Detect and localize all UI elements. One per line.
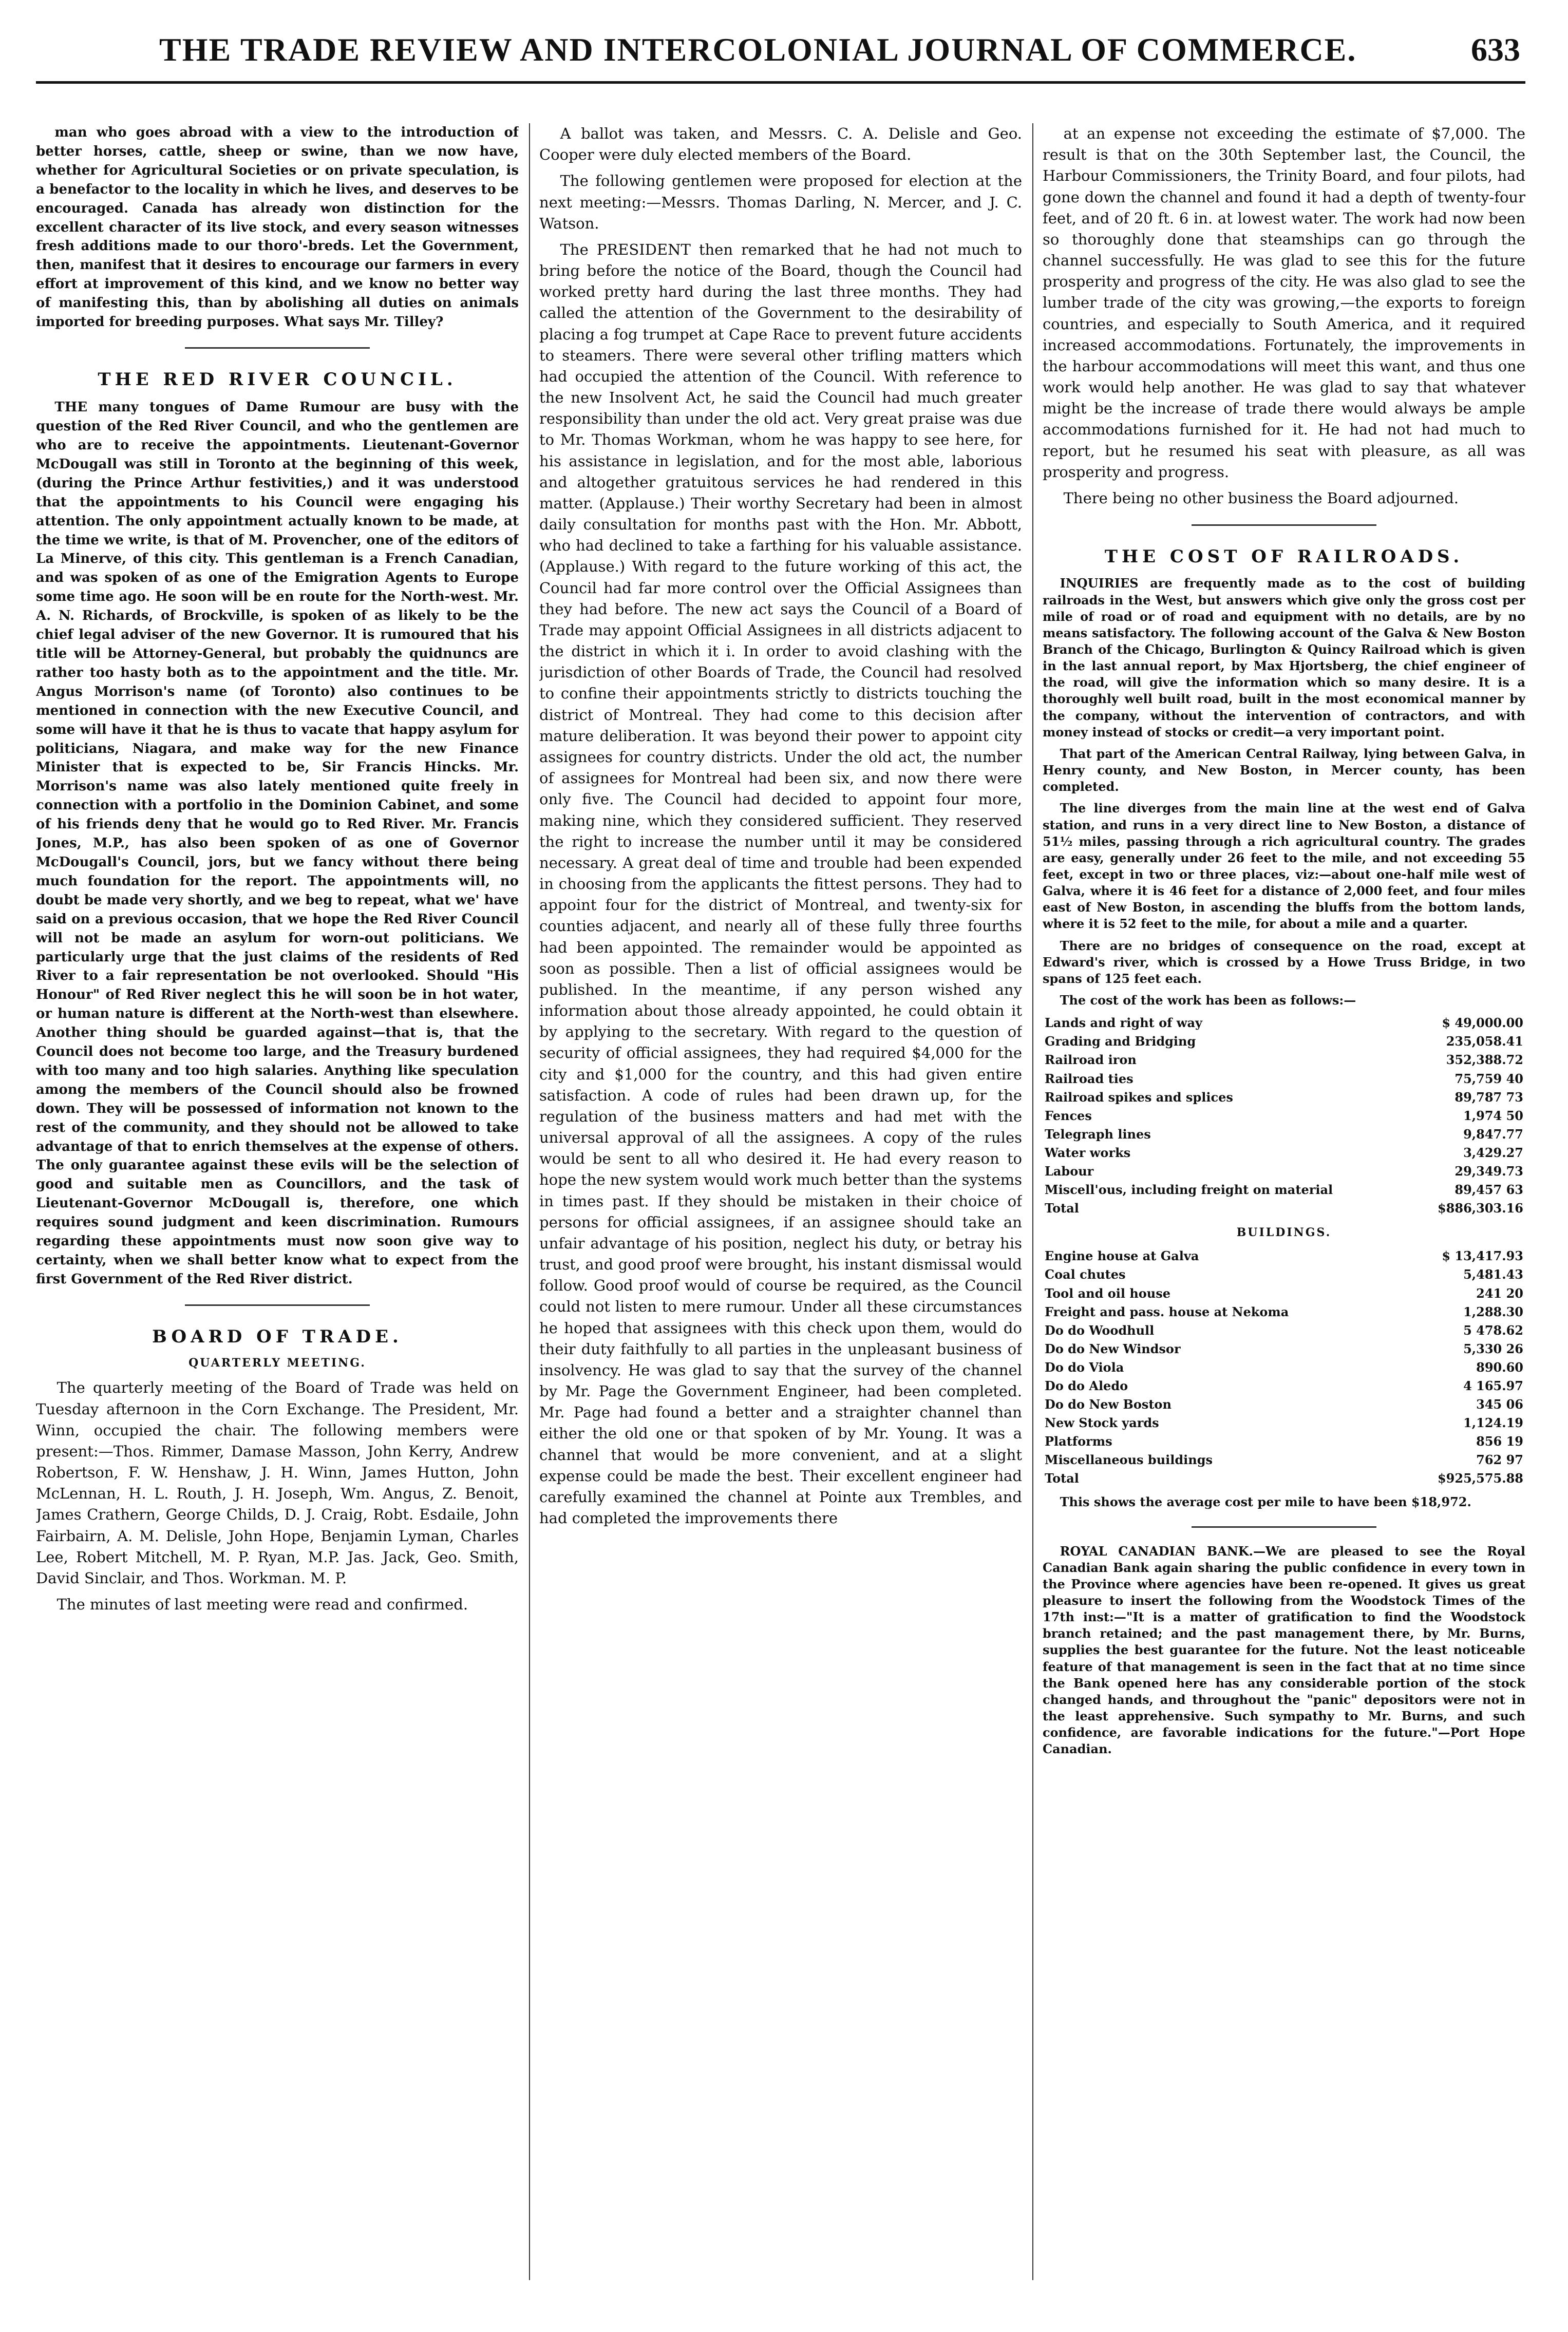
amount-cell: $925,575.88: [1437, 1471, 1523, 1486]
railroad-paragraph: The line diverges from the main line at the west end of Galva station, and runs in a very direct line to New Boston, a distance of 51½ miles, passing through a rich agricultural country. The grades are easy, generally under 26 feet to the mile, and not exceeding 55 feet, except in two or three places, viz:—about one-half mile west of Galva, where it is 46 feet for a distance of 2,000 feet, and four miles east of New Boston, in ascending the bluffs from the bottom lands, where it is 52 feet to the mile, for about a mile and a quarter.: [1043, 801, 1525, 932]
president-remarks: The PRESIDENT then remarked that he had not much to bring before the notice of the Board, though the Council had worked pretty hard during the last three months. They had called the attention of the Government to the desirability of placing a fog trumpet at Cape Race to prevent future accidents to steamers. There were several other trifling matters which had occupied the attention of the Council. With reference to the new Insolvent Act, he said the Council had much greater responsibility than under the old act. Very great praise was due to Mr. Thomas Workman, whom he was happy to see here, for his assistance in legislation, and for the most able, laborious and altogether gratuitous services he had rendered in this matter. (Applause.) Their worthy Secretary had been in almost daily consultation for months past with the Hon. Mr. Abbott, who had declined to take a farthing for his valuable assistance. (Applause.) With regard to the future working of this act, the Council had far more control over the Official Assignees than they had before. The new act says the Council of a Board of Trade may appoint Official Assignees in all districts adjacent to the district in which it i. In order to avoid clashing with the jurisdiction of other Boards of Trade, the Council had resolved to confine their appointments strictly to districts touching the district of Montreal. They had come to this decision after mature deliberation. It was beyond their power to appoint city assignees for country districts. Under the old act, the number of assignees for Montreal had been six, and now there were only five. The Council had decided to appoint four more, making nine, which they considered sufficient. They reserved the right to increase the number until it may be considered necessary. A great deal of time and trouble had been expended in choosing from the applicants the fittest persons. They had to appoint four for the district of Montreal, and twenty-six for counties adjacent, and nearly all of these fully three fourths had been appointed. The remainder would be appointed as soon as possible. Then a list of official assignees would be published. In the meantime, if any person wished any information about those already appointed, he could obtain it by applying to the secretary. With regard to the question of security of official assignees, they had required $4,000 for the city and $1,000 for the country, and this had given entire satisfaction. A code of rules had been drawn up, for the regulation of the business matters and had met with the universal approval of all the assignees. A copy of the rules would be sent to all who desired it. He had every reason to hope the new system would work much better than the systems in times past. If they should be mistaken in their choice of persons for official assignees, if an assignee should take an unfair advantage of his position, neglect his duty, or betray his trust, and good proof were brought, his instant dismissal would follow. Good proof would of course be required, as the Council could not listen to mere rumour. Under all these circumstances he hoped that assignees with this check upon them, would do their duty faithfully to all parties in the unpleasant business of insolvency. He was glad to say that the survey of the channel by Mr. Page the Government Engineer, had been completed. Mr. Page had found a better and a straighter channel than either the old one or that spoken of by Mr. Young. It was a channel that would be more convenient, and at a slight expense could be made the best. Their excellent engineer had carefully examined the channel at Pointe aux Trembles, and had completed the improvements there: [539, 240, 1022, 1527]
item-cell: Railroad ties: [1045, 1071, 1134, 1086]
table-row: [1043, 1432, 1525, 1451]
table-row: [1043, 1377, 1525, 1395]
adjournment: There being no other business the Board adjourned.: [1063, 489, 1459, 507]
column-divider: [1032, 123, 1033, 2280]
amount-cell: 89,787 73: [1454, 1089, 1523, 1105]
page-number: 633: [1471, 31, 1520, 68]
amount-cell: $ 49,000.00: [1442, 1015, 1523, 1031]
amount-cell: 241 20: [1476, 1285, 1523, 1301]
table-row: [1043, 1414, 1525, 1432]
table-row: [1043, 1303, 1525, 1321]
table-row: [1043, 1051, 1525, 1069]
item-cell: Railroad iron: [1045, 1052, 1137, 1068]
amount-cell: 345 06: [1476, 1396, 1523, 1412]
railroad-paragraph: There are no bridges of consequence on the road, except at Edward's river, which is crossed by a Howe Truss Bridge, in two spans of 125 feet each.: [1043, 938, 1525, 986]
item-cell: Water works: [1045, 1145, 1131, 1160]
total-row: [1043, 1469, 1525, 1488]
page-header: [36, 21, 1525, 98]
item-cell: Do do Aledo: [1045, 1378, 1128, 1393]
item-cell: Grading and Bridging: [1045, 1034, 1196, 1049]
total-row: [1043, 1199, 1525, 1218]
amount-cell: 3,429.27: [1463, 1145, 1523, 1160]
railroad-paragraph: That part of the American Central Railway, lying between Galva, in Henry county, and New Boston, in Mercer county, has been completed.: [1043, 746, 1525, 794]
section-divider: [1192, 524, 1376, 526]
item-cell: Do do Viola: [1045, 1359, 1124, 1375]
section-divider: [1192, 1526, 1376, 1528]
item-cell: Fences: [1045, 1108, 1092, 1123]
item-cell: Telegraph lines: [1045, 1126, 1151, 1142]
column-3: [1043, 123, 1525, 2301]
column-divider: [529, 123, 530, 2280]
amount-cell: 1,124.19: [1463, 1415, 1523, 1431]
item-cell: Total: [1045, 1471, 1079, 1486]
item-cell: Miscell'ous, including freight on material: [1045, 1182, 1333, 1197]
section-divider: [185, 1304, 370, 1306]
table-row: [1043, 1321, 1525, 1340]
railroad-cost-heading: THE COST OF RAILROADS.: [1104, 546, 1464, 567]
amount-cell: $886,303.16: [1437, 1201, 1523, 1216]
amount-cell: 762 97: [1476, 1452, 1523, 1468]
royal-canadian-bank-article: ROYAL CANADIAN BANK.—We are pleased to see the Royal Canadian Bank again sharing the public confidence in every town in the Province where agencies have been re-opened. It gives us great pleasure to insert the following from the Woodstock Times of the 17th inst:—"It is a matter of gratification to find the Woodstock branch retained; and the past management there, by Mr. Burns, supplies the best guarantee for the future. Not the least noticeable feature of that management is seen in the fact that at no time since the Bank opened here has any considerable portion of the stock changed hands, and throughout the "panic" depositors were not in the least apprehensive. Such sympathy to Mr. Burns, and such confidence, are favorable indications for the future."—Port Hope Canadian.: [1043, 1543, 1525, 1757]
item-cell: Railroad spikes and splices: [1045, 1089, 1233, 1105]
amount-cell: 75,759 40: [1454, 1071, 1523, 1086]
table-row: [1043, 1340, 1525, 1358]
president-remarks-continued: at an expense not exceeding the estimate of $7,000. The result is that on the 30th September last, the Council, the Harbour Commissioners, the Trinity Board, and four pilots, had gone down the channel and found it had a depth of twenty-four feet, and of 20 ft. 6 in. at lowest water. The work had now been so thoroughly done that steamships can go through the channel successfully. He was glad to see this for the future prosperity and progress of the city. He was also glad to see the lumber trade of the city was growing,—the exports to foreign countries, and especially to South America, and it required increased accommodations. Fortunately, the improvements in the harbour accommodations will meet this want, and thus one work would help another. He was glad to say that whatever might be the increase of trade there would always be ample accommodations furnished for it. He had not had much to report, but he resumed his seat with pleasure, as all was prosperity and progress.: [1043, 125, 1525, 481]
board-paragraph: The minutes of last meeting were read and confirmed.: [56, 1596, 468, 1614]
amount-cell: 29,349.73: [1454, 1163, 1523, 1179]
table-row: [1043, 1358, 1525, 1377]
item-cell: Total: [1045, 1201, 1079, 1216]
table-row: [1043, 1284, 1525, 1303]
average-cost-note: This shows the average cost per mile to have been $18,972.: [1060, 1494, 1471, 1510]
amount-cell: 5,481.43: [1463, 1267, 1523, 1282]
item-cell: Lands and right of way: [1045, 1015, 1202, 1031]
item-cell: Do do New Boston: [1045, 1396, 1172, 1412]
amount-cell: 352,388.72: [1446, 1052, 1523, 1068]
journal-title: THE TRADE REVIEW AND INTERCOLONIAL JOURNAL OF COMMERCE.: [159, 31, 1357, 68]
red-river-article: THE many tongues of Dame Rumour are busy with the question of the Red River Council, and who the gentlemen are who are to receive the appointments. Lieutenant-Governor McDougall was still in Toronto at the beginning of this week, (during the Prince Arthur festivities,) and it was understood that the appointments to his Council were engaging his attention. The only appointment actually known to be made, at the time we write, is that of M. Provencher, one of the editors of La Minerve, of this city. This gentleman is a French Canadian, and was spoken of as one of the Emigration Agents to Europe some time ago. He soon will be en route for the North-west. Mr. A. N. Richards, of Brockville, is spoken of as likely to be the chief legal adviser of the new Governor. It is rumoured that his title will be Attorney-General, but probably the quidnuncs are rather too hasty both as to the appointment and the title. Mr. Angus Morrison's name (of Toronto) also continues to be mentioned in connection with the new Executive Council, and some will have it that he is thus to vacate that happy asylum for politicians, Niagara, and make way for the new Finance Minister that is expected to be, Sir Francis Hincks. Mr. Morrison's name was also lately mentioned quite freely in connection with a portfolio in the Dominion Cabinet, and some of his friends deny that he would go to Red River. Mr. Francis Jones, M.P., has also been spoken of as one of Governor McDougall's Council, jors, but we fancy without there being much foundation for the report. The appointments will, no doubt be made very shortly, and we beg to repeat, what we' have said on a previous occasion, that we hope the Red River Council will not be made an asylum for worn-out politicians. We particularly urge that the just claims of the residents of Red River to a fair representation be not overlooked. Should "His Honour" of Red River neglect this he will soon be in hot water, or human nature is different at the North-west than elsewhere. Another thing should be guarded against—that is, that the Council does not become too large, and the Treasury burdened with too many and too high salaries. Anything like speculation among the members of the Council should also be frowned down. They will be possessed of information not known to the rest of the community, and they should not be allowed to take advantage of that to enrich themselves at the expense of others. The only guarantee against these evils will be the selection of good and suitable men as Councillors, and the task of Lieutenant-Governor McDougall is, therefore, one which requires sound judgment and keen discrimination. Rumours regarding these appointments must now soon give way to certainty, when we shall better know what to expect from the first Government of the Red River district.: [36, 400, 519, 1287]
table-row: [1043, 1247, 1525, 1265]
item-cell: Freight and pass. house at Nekoma: [1045, 1304, 1289, 1319]
column-1: [36, 123, 519, 2301]
amount-cell: 9,847.77: [1463, 1126, 1523, 1142]
amount-cell: $ 13,417.93: [1442, 1248, 1523, 1264]
header-rule: [36, 81, 1525, 84]
item-cell: Tool and oil house: [1045, 1285, 1171, 1301]
cost-table: [1043, 1014, 1525, 1218]
buildings-heading: BUILDINGS.: [1236, 1226, 1332, 1240]
red-river-heading: THE RED RIVER COUNCIL.: [98, 369, 457, 390]
amount-cell: 1,974 50: [1463, 1108, 1523, 1123]
section-divider: [185, 347, 370, 349]
table-row: [1043, 1162, 1525, 1181]
board-of-trade-subheading: QUARTERLY MEETING.: [188, 1356, 366, 1370]
table-row: [1043, 1181, 1525, 1199]
item-cell: Platforms: [1045, 1434, 1112, 1449]
amount-cell: 1,288.30: [1463, 1304, 1523, 1319]
board-paragraph: The quarterly meeting of the Board of Trade was held on Tuesday afternoon in the Corn Exchange. The President, Mr. Winn, occupied the chair. The following members were present:—Thos. Rimmer, Damase Masson, John Kerry, Andrew Robertson, F. W. Henshaw, J. H. Winn, James Hutton, John McLennan, H. L. Routh, J. H. Joseph, Wm. Angus, Z. Benoit, James Crathern, George Childs, D. J. Craig, Robt. Esdaile, John Fairbairn, A. M. Delisle, John Hope, Benjamin Lyman, Charles Lee, Robert Mitchell, M. P. Ryan, M.P. Jas. Jack, Geo. Smith, David Sinclair, and Thos. Workman. M. P.: [36, 1379, 519, 1587]
railroad-paragraph: INQUIRIES are frequently made as to the cost of building railroads in the West, but answers which give only the gross cost per mile of road or of road and equipment with no details, are by no means satisfactory. The following account of the Galva & New Boston Branch of the Chicago, Burlington & Quincy Railroad which is given in the last annual report, by Max Hjortsberg, the chief engineer of the road, will give the information which so many desire. It is a thoroughly well built road, built in the most economical manner by the company, without the intervention of contractors, and with money instead of stocks or credit—a very important point.: [1043, 576, 1525, 740]
item-cell: Labour: [1045, 1163, 1094, 1179]
amount-cell: 5,330 26: [1463, 1341, 1523, 1356]
table-row: [1043, 1395, 1525, 1414]
table-row: [1043, 1125, 1525, 1144]
table-row: [1043, 1032, 1525, 1051]
table-row: [1043, 1451, 1525, 1469]
column-2: [539, 123, 1022, 2301]
table-row: [1043, 1144, 1525, 1162]
item-cell: Do do New Windsor: [1045, 1341, 1181, 1356]
table-row: [1043, 1088, 1525, 1107]
board-paragraph: A ballot was taken, and Messrs. C. A. Delisle and Geo. Cooper were duly elected members of the Board.: [539, 125, 1022, 164]
amount-cell: 4 165.97: [1463, 1378, 1523, 1393]
item-cell: Do do Woodhull: [1045, 1322, 1155, 1338]
amount-cell: 890.60: [1476, 1359, 1523, 1375]
railroad-paragraph: The cost of the work has been as follows:—: [1060, 993, 1356, 1008]
board-paragraph: The following gentlemen were proposed for election at the next meeting:—Messrs. Thomas Darling, N. Mercer, and J. C. Watson.: [539, 172, 1022, 232]
table-row: [1043, 1107, 1525, 1125]
item-cell: Coal chutes: [1045, 1267, 1126, 1282]
item-cell: New Stock yards: [1045, 1415, 1159, 1431]
newspaper-page: [36, 21, 1525, 2311]
item-cell: Miscellaneous buildings: [1045, 1452, 1213, 1468]
item-cell: Engine house at Galva: [1045, 1248, 1199, 1264]
amount-cell: 856 19: [1476, 1434, 1523, 1449]
table-row: [1043, 1070, 1525, 1088]
amount-cell: 235,058.41: [1446, 1034, 1523, 1049]
table-row: [1043, 1014, 1525, 1032]
board-of-trade-heading: BOARD OF TRADE.: [152, 1326, 403, 1347]
amount-cell: 5 478.62: [1463, 1322, 1523, 1338]
amount-cell: 89,457 63: [1454, 1182, 1523, 1197]
article-intro: man who goes abroad with a view to the introduction of better horses, cattle, sheep or swine, than we now have, whether for Agricultural Societies or on private speculation, is a benefactor to the locality in which he lives, and deserves to be encouraged. Canada has already won distinction for the excellent character of its live stock, and every season witnesses fresh additions made to our thoro'-breds. Let the Government, then, manifest that it desires to encourage our farmers in every effort at improvement of this kind, and we know no better way of manifesting this, than by abolishing all duties on animals imported for breeding purposes. What says Mr. Tilley?: [36, 125, 519, 330]
table-row: [1043, 1265, 1525, 1284]
buildings-table: [1043, 1247, 1525, 1488]
